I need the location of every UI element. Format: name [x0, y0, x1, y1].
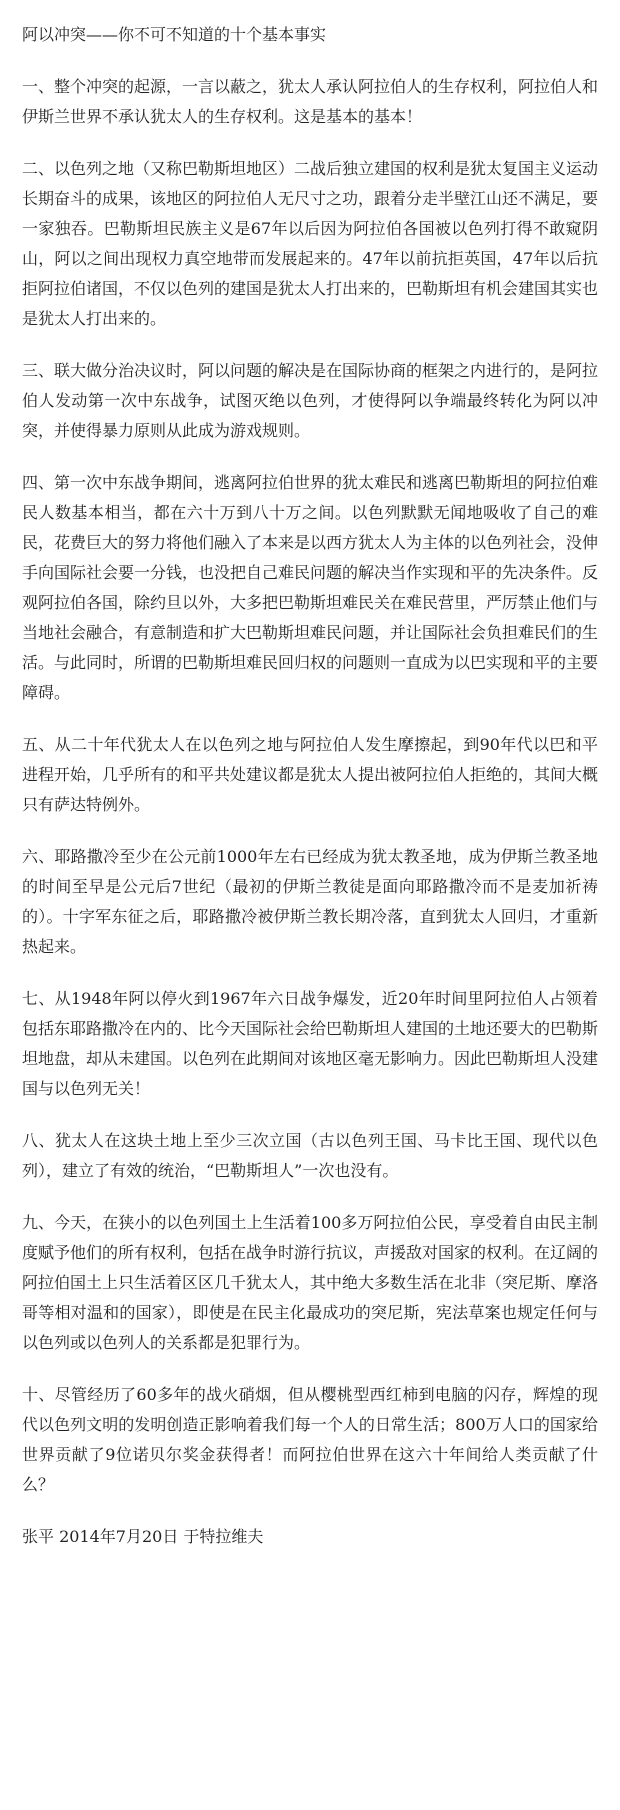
article-title: 阿以冲突——你不可不知道的十个基本事实: [22, 25, 327, 44]
article: [22, 20, 598, 1552]
paragraph-8: 八、犹太人在这块土地上至少三次立国（古以色列王国、马卡比王国、现代以色列），建立了有效的统治，“巴勒斯坦人”一次也没有。: [22, 1131, 598, 1180]
paragraph-10: 十、尽管经历了60多年的战火硝烟，但从樱桃型西红柿到电脑的闪存，辉煌的现代以色列文明的发明创造正影响着我们每一个人的日常生活；800万人口的国家给世界贡献了9位诺贝尔奖金获得者！而阿拉伯世界在这六十年间给人类贡献了什么？: [22, 1385, 598, 1494]
paragraph-7: 七、从1948年阿以停火到1967年六日战争爆发，近20年时间里阿拉伯人占领着包括东耶路撒冷在内的、比今天国际社会给巴勒斯坦人建国的土地还要大的巴勒斯坦地盘，却从未建国。以色列在此期间对该地区毫无影响力。因此巴勒斯坦人没建国与以色列无关！: [22, 989, 599, 1098]
author-signature: 张平 2014年7月20日 于特拉维夫: [22, 1527, 264, 1546]
paragraph-3: 三、联大做分治决议时，阿以问题的解决是在国际协商的框架之内进行的，是阿拉伯人发动第一次中东战争，试图灭绝以色列，才使得阿以争端最终转化为阿以冲突，并使得暴力原则从此成为游戏规则。: [22, 361, 599, 440]
paragraph-5: 五、从二十年代犹太人在以色列之地与阿拉伯人发生摩擦起，到90年代以巴和平进程开始，几乎所有的和平共处建议都是犹太人提出被阿拉伯人拒绝的，其间大概只有萨达特例外。: [22, 735, 599, 814]
paragraph-4: 四、第一次中东战争期间，逃离阿拉伯世界的犹太难民和逃离巴勒斯坦的阿拉伯难民人数基本相当，都在六十万到八十万之间。以色列默默无闻地吸收了自己的难民，花费巨大的努力将他们融入了本来是以西方犹太人为主体的以色列社会，没伸手向国际社会要一分钱，也没把自己难民问题的解决当作实现和平的先决条件。反观阿拉伯各国，除约旦以外，大多把巴勒斯坦难民关在难民营里，严厉禁止他们与当地社会融合，有意制造和扩大巴勒斯坦难民问题，并让国际社会负担难民们的生活。与此同时，所谓的巴勒斯坦难民回归权的问题则一直成为以巴实现和平的主要障碍。: [22, 473, 599, 702]
paragraph-6: 六、耶路撒冷至少在公元前1000年左右已经成为犹太教圣地，成为伊斯兰教圣地的时间至早是公元后7世纪（最初的伊斯兰教徒是面向耶路撒冷而不是麦加祈祷的）。十字军东征之后，耶路撒冷被伊斯兰教长期冷落，直到犹太人回归，才重新热起来。: [22, 847, 598, 956]
paragraph-9: 九、今天，在狭小的以色列国土上生活着100多万阿拉伯公民，享受着自由民主制度赋予他们的所有权利，包括在战争时游行抗议，声援敌对国家的权利。在辽阔的阿拉伯国土上只生活着区区几千犹太人，其中绝大多数生活在北非（突尼斯、摩洛哥等相对温和的国家），即使是在民主化最成功的突尼斯，宪法草案也规定任何与以色列或以色列人的关系都是犯罪行为。: [22, 1213, 599, 1352]
paragraph-1: 一、整个冲突的起源，一言以蔽之，犹太人承认阿拉伯人的生存权利，阿拉伯人和伊斯兰世界不承认犹太人的生存权利。这是基本的基本！: [22, 77, 599, 126]
paragraph-2: 二、以色列之地（又称巴勒斯坦地区）二战后独立建国的权利是犹太复国主义运动长期奋斗的成果，该地区的阿拉伯人无尺寸之功，跟着分走半壁江山还不满足，要一家独吞。巴勒斯坦民族主义是67年以后因为阿拉伯各国被以色列打得不敢窥阴山，阿以之间出现权力真空地带而发展起来的。47年以前抗拒英国，47年以后抗拒阿拉伯诸国，不仅以色列的建国是犹太人打出来的，巴勒斯坦有机会建国其实也是犹太人打出来的。: [22, 159, 599, 328]
